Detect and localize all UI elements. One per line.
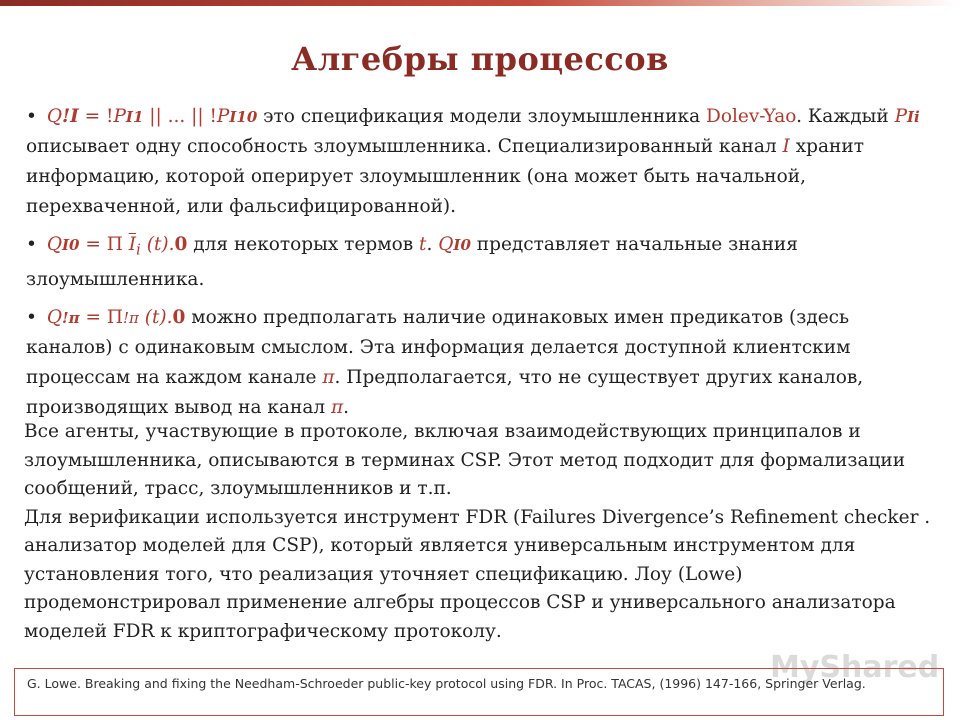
bullet-dot: • [26,106,37,127]
term-t: t [419,234,427,255]
formula-q: Q [46,234,62,255]
reference-footnote: G. Lowe. Breaking and fixing the Needham-Schroeder public-key protocol using FDR. In Proc. TACAS, (1996) 147-166, Springer Verlag. [14,668,944,716]
pi-symbol: π [322,366,335,388]
formula-q2-sub: I0 [453,236,471,254]
formula-zero: 0 [174,234,188,255]
text: . Предполагается, что не существует других каналов, производящих вывод на канал [26,366,864,418]
formula-q-sub: !I [61,106,79,127]
text: описывает одну способность злоумышленника. Специализированный канал [26,136,783,157]
text: . Каждый [796,106,895,127]
text: это спецификация модели злоумышленника [257,106,706,127]
formula-p2-sub: I10 [229,108,258,126]
text: можно предполагать наличие одинаковых имен предикатов (здесь каналов) с одинаковым смыслом. Эта информация делается доступной клиентским процессам на каждом канале [26,306,851,388]
formula-eq: = ! [78,106,114,127]
bullet-attacker-spec [26,102,936,222]
formula-eq: = Π [79,234,129,255]
watermark-logo: MyShared [770,650,940,685]
paragraph-csp: Все агенты, участвующие в протоколе, включая взаимодействующих принципалов и злоумышленника, описываются в терминах CSP. Этот метод подходит для формализации сообщений, трасс, злоумышленников и т.п. [24,421,906,499]
formula-p1-sub: I1 [125,108,144,126]
channel-i: I [782,136,790,157]
slide-title: Алгебры процессов [291,40,669,78]
formula-p2: P [216,106,230,127]
text: . [426,234,439,255]
formula-q-sub: !π [61,308,80,327]
formula-zero: 0 [172,306,186,328]
formula-pi-sub: !π [122,308,139,327]
bullet-channels [26,303,936,423]
bullet-list [26,102,936,431]
text: представляет начальные знания злоумышленника. [26,234,798,290]
bullet-initial-knowledge [26,230,936,295]
formula-p1: P [113,106,126,127]
formula-q-sub: I0 [61,236,80,254]
bullet-dot: • [26,306,37,328]
formula-eq: = Π [79,306,123,328]
text: . [343,396,350,418]
formula-ibar-sub: i [136,240,141,259]
formula-p3: P [894,106,908,127]
pi-symbol: π [330,396,344,418]
formula-p3-sub: Ii [907,108,920,126]
formula-q: Q [46,106,62,127]
bullet-dot: • [26,234,37,255]
formula-arg: (t). [138,306,173,328]
text: хранит информацию, которой оперирует злоумышленник (она может быть начальной, перехваченной, или фальсифицированной). [26,136,864,217]
formula-arg: (t). [140,234,175,255]
formula-mid: || ... || ! [143,106,217,127]
paragraph-fdr: Для верификации используется инструмент FDR (Failures Divergence’s Refinement checker . анализатор моделей для CSP), который является универсальным инструментом для установления того, что реализация уточняет спецификацию. Лоу (Lowe) продемонстрировал применение алгебры процессов CSP и универсального анализатора моделей FDR к криптографическому протоколу. [24,506,931,642]
dolev-yao-term: Dolev-Yao [705,106,797,127]
formula-q2: Q [438,234,454,255]
body-text [24,418,936,646]
top-accent-bar [0,0,960,6]
text: для некоторых термов [187,234,420,255]
formula-q: Q [46,306,62,328]
formula-ibar: $\overline{I}$ [128,234,137,255]
